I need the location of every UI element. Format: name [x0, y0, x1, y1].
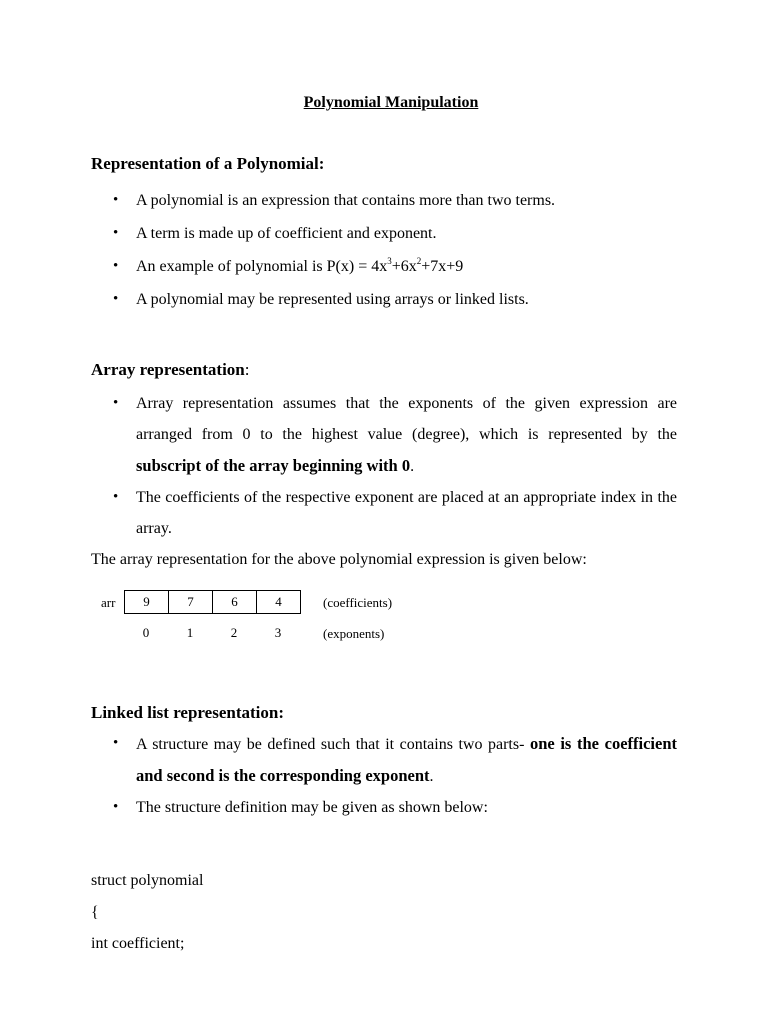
linked-list-bullet-list	[91, 728, 677, 823]
exponents-caption: (exponents)	[323, 626, 385, 641]
array-index-row	[124, 623, 300, 643]
bullet-icon: •	[113, 395, 119, 411]
bullet-text-bold: subscript of the array beginning with 0	[136, 456, 411, 475]
bullet-text-lead: A structure may be defined such that it contains two parts-	[136, 736, 530, 753]
bullet-text-tail: .	[429, 768, 434, 785]
polynomial-term: 4x	[371, 258, 388, 275]
section-heading-array	[91, 360, 677, 380]
bullet-text-tail: .	[410, 458, 415, 475]
coefficients-caption: (coefficients)	[323, 595, 393, 610]
list-item	[91, 482, 677, 544]
array-cell: 4	[275, 594, 282, 609]
array-cell: 7	[169, 591, 213, 613]
array-cells-row	[124, 590, 301, 614]
bullet-icon: •	[113, 735, 119, 751]
section-heading-linked-list: Linked list representation:	[91, 703, 284, 722]
bullet-text-lead: Array representation assumes that the exponents of the given expression are arranged from 0 to the highest value (degree), which is represented by the	[136, 395, 677, 443]
section-heading-array-text: Array representation	[91, 360, 245, 379]
list-item	[91, 388, 677, 482]
code-line: {	[91, 903, 99, 921]
array-index: 3	[274, 625, 282, 640]
array-index: 0	[142, 625, 150, 640]
code-block	[91, 865, 677, 960]
section-heading-representation: Representation of a Polynomial:	[91, 154, 325, 173]
page-title: Polynomial Manipulation	[303, 94, 479, 111]
polynomial-exponent: 2	[416, 256, 422, 266]
bullet-text-bold: one is the coefficient and second is the corresponding exponent	[136, 734, 678, 785]
polynomial-term: +7x+9	[421, 258, 464, 275]
array-diagram	[91, 590, 677, 654]
list-item	[91, 250, 677, 283]
code-line: int coefficient;	[91, 935, 185, 952]
list-item	[91, 283, 677, 316]
polynomial-term: +6x	[391, 258, 417, 275]
array-cell: 9	[125, 591, 169, 613]
bullet-icon: •	[113, 291, 119, 307]
bullet-icon: •	[113, 489, 119, 505]
bullet-text	[136, 388, 677, 482]
bullet-icon: •	[113, 258, 119, 274]
bullet-text	[136, 728, 677, 792]
bullet-text: A polynomial may be represented using arrays or linked lists.	[136, 291, 529, 308]
bullet-text: A polynomial is an expression that contains more than two terms.	[136, 192, 556, 209]
bullet-text: The structure definition may be given as shown below:	[136, 799, 488, 816]
array-name-label: arr	[101, 595, 116, 610]
polynomial-exponent: 3	[387, 256, 392, 266]
list-item	[91, 217, 677, 250]
bullet-icon: •	[113, 225, 119, 241]
array-index: 1	[186, 625, 194, 640]
polynomial-example-prefix: An example of polynomial is P(x) =	[136, 258, 372, 275]
array-intro-paragraph: The array representation for the above polynomial expression is given below:	[91, 551, 587, 568]
list-item	[91, 184, 677, 217]
bullet-text: A term is made up of coefficient and exponent.	[136, 225, 437, 242]
code-line: struct polynomial	[91, 872, 204, 889]
bullet-icon: •	[113, 192, 119, 208]
bullet-icon: •	[113, 799, 119, 815]
array-cell: 6	[213, 591, 257, 613]
list-item	[91, 728, 677, 792]
list-item	[91, 792, 677, 823]
bullet-text: The coefficients of the respective exponent are placed at an appropriate index in the array.	[136, 489, 677, 537]
heading-colon: :	[244, 360, 250, 379]
array-bullet-list	[91, 388, 677, 544]
array-index: 2	[230, 625, 238, 640]
representation-bullet-list	[91, 184, 677, 316]
polynomial-expression	[371, 258, 463, 275]
